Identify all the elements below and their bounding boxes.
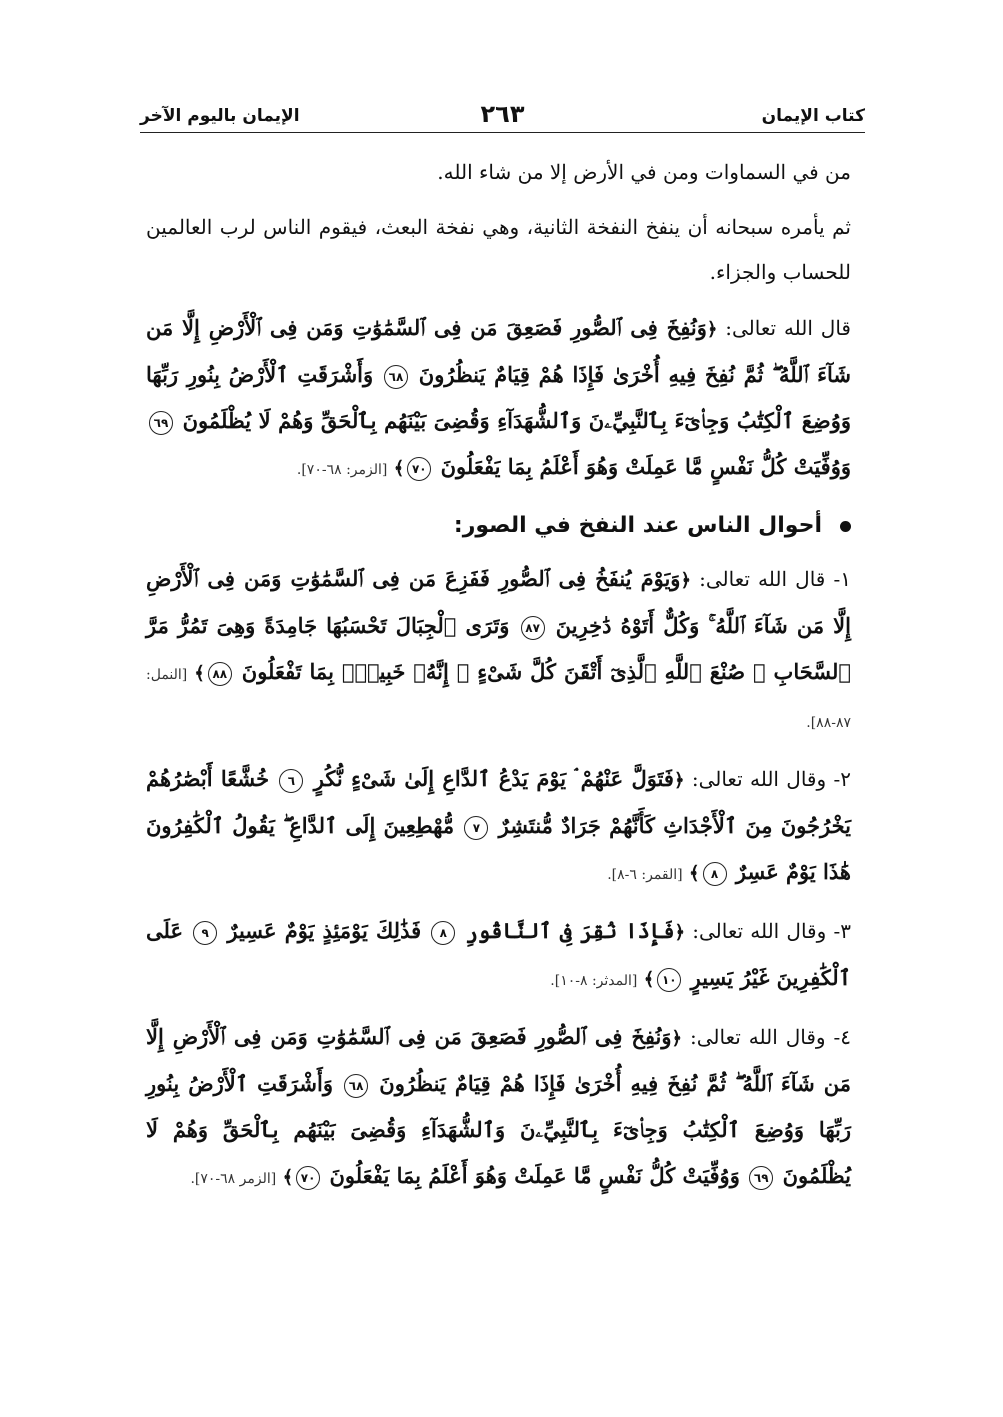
quote-intro: قال الله تعالى: [725,316,851,340]
item-number: ١- [833,567,852,591]
ayah-number-marker: ٦٩ [149,411,173,435]
surah-reference: [النمل: ٨٧-٨٨]. [146,667,851,731]
page-body [146,150,851,1212]
list-item [146,556,851,746]
verse-text: مُّهْطِعِينَ إِلَى ٱلدَّاعِ ۖ يَقُولُ ٱلْكَٰفِرُونَ هَٰذَا يَوْمٌ عَسِرٌ [146,813,851,884]
chapter-title: الإيمان باليوم الآخر [140,106,300,126]
ayah-number-marker: ٧ [464,816,488,840]
book-title: كتاب الإيمان [761,106,865,126]
ayah-number-marker: ٧٠ [296,1166,320,1190]
quote-open-bracket: ﴿ [671,1028,683,1049]
item-number: ٤- [833,1025,852,1049]
ayah-number-marker: ٦٨ [344,1074,368,1098]
section-heading-text: أحوال الناس عند النفخ في الصور: [453,513,822,538]
page-number: ٢٦٣ [480,100,525,128]
verse-text: وَنُفِخَ فِى ٱلصُّورِ فَصَعِقَ مَن فِى ٱلسَّمَٰوَٰتِ وَمَن فِى ٱلْأَرْضِ إِلَّا مَن شَآءَ ٱللَّهُ ۖ ثُمَّ نُفِخَ فِيهِ أُخْرَىٰ فَإِذَا هُمْ قِيَامٌ يَنظُرُونَ [146,1024,852,1096]
quote-intro: وقال الله تعالى: [690,1025,826,1049]
quote-close-bracket: ﴾ [194,663,205,684]
ayah-number-marker: ٩ [193,921,217,945]
verse-text: فَإِذَا نُقِرَ فِى ٱلنَّاقُورِ [465,918,675,943]
quote-intro: وقال الله تعالى: [692,919,827,943]
verse-text: عَلَى ٱلْكَٰفِرِينَ غَيْرُ يَسِيرٍ [146,918,851,990]
item-number: ٢- [833,767,852,791]
ayah-number-marker: ٦ [279,769,303,793]
section-heading [146,503,851,548]
quote-close-bracket: ﴾ [643,969,655,990]
verse-text: وَأَشْرَقَتِ ٱلْأَرْضُ بِنُورِ رَبِّهَا وَوُضِعَ ٱلْكِتَٰبُ وَجِا۟ىٓءَ بِٱلنَّبِيِّۦنَ وَٱلشُّهَدَآءِ وَقُضِىَ بَيْنَهُم بِٱلْحَقِّ وَهُمْ لَا يُظْلَمُونَ [146,362,851,433]
verse-text: وَأَشْرَقَتِ ٱلْأَرْضُ بِنُورِ رَبِّهَا وَوُضِعَ ٱلْكِتَٰبُ وَجِا۟ىٓءَ بِٱلنَّبِيِّۦنَ وَٱلشُّهَدَآءِ وَقُضِىَ بَيْنَهُم بِٱلْحَقِّ وَهُمْ لَا يُظْلَمُونَ [146,1071,851,1188]
list-item [146,756,851,898]
list-item [146,908,851,1004]
quran-quote [146,305,851,493]
quote-intro: وقال الله تعالى: [691,767,827,791]
ayah-number-marker: ٨ [431,921,455,945]
verse-text: وَنُفِخَ فِى ٱلصُّورِ فَصَعِقَ مَن فِى ٱلسَّمَٰوَٰتِ وَمَن فِى ٱلْأَرْضِ إِلَّا مَن شَآءَ ٱللَّهُ ۖ ثُمَّ نُفِخَ فِيهِ أُخْرَىٰ فَإِذَا هُمْ قِيَامٌ يَنظُرُونَ [146,315,852,387]
list-item [146,1014,851,1202]
quote-close-bracket: ﴾ [393,458,405,479]
ayah-number-marker: ٧٠ [407,457,431,481]
page-header [140,98,865,134]
verse-text: فَذَٰلِكَ يَوْمَئِذٍ يَوْمٌ عَسِيرٌ [227,918,422,943]
surah-reference: [الزمر ٦٨-٧٠]. [190,1171,277,1187]
item-number: ٣- [833,919,851,943]
verse-text: خُشَّعًا أَبْصَٰرُهُمْ يَخْرُجُونَ مِنَ ٱلْأَجْدَاثِ كَأَنَّهُمْ جَرَادٌ مُّنتَشِرٌ [146,766,852,838]
quote-close-bracket: ﴾ [688,863,700,884]
quote-open-bracket: ﴿ [680,570,691,591]
verse-text: وَيَوْمَ يُنفَخُ فِى ٱلصُّورِ فَفَزِعَ مَن فِى ٱلسَّمَٰوَٰتِ وَمَن فِى ٱلْأَرْضِ إِلَّا مَن شَآءَ ٱللَّهُ ۚ وَكُلٌّ أَتَوْهُ دَٰخِرِينَ [146,566,851,638]
verse-text: فَتَوَلَّ عَنْهُمْ ۘ يَوْمَ يَدْعُ ٱلدَّاعِ إِلَىٰ شَىْءٍ نُّكُرٍ [313,766,674,791]
verse-text: وَوُفِّيَتْ كُلُّ نَفْسٍ مَّا عَمِلَتْ وَهُوَ أَعْلَمُ بِمَا يَفْعَلُونَ [329,1163,740,1188]
header-divider [140,132,865,133]
quote-intro: قال الله تعالى: [699,567,826,591]
ayah-number-marker: ٨ [703,862,727,886]
ayah-number-marker: ٨٧ [521,616,545,640]
quote-open-bracket: ﴿ [674,922,686,943]
surah-reference: [المدثر: ٨-١٠]. [550,973,638,989]
bullet-icon [840,521,851,532]
surah-reference: [الزمر: ٦٨-٧٠]. [296,462,388,478]
ayah-number-marker: ١٠ [657,968,681,992]
quote-open-bracket: ﴿ [673,770,685,791]
paragraph: من في السماوات ومن في الأرض إلا من شاء الله. [437,160,851,184]
ayah-number-marker: ٦٩ [749,1166,773,1190]
paragraph: ثم يأمره سبحانه أن ينفخ النفخة الثانية، وهي نفخة البعث، فيقوم الناس لرب العالمين للحساب والجزاء. [146,215,851,284]
quote-open-bracket: ﴿ [706,319,718,340]
quote-close-bracket: ﴾ [282,1167,294,1188]
verse-text: وَتَرَى ٱلْجِبَالَ تَحْسَبُهَا جَامِدَةً وَهِىَ تَمُرُّ مَرَّ ٱلسَّحَابِ ۚ صُنْعَ ٱللَّهِ ٱلَّذِىٓ أَتْقَنَ كُلَّ شَىْءٍ ۚ إِنَّهُۥ خَبِيرٌۢ بِمَا تَفْعَلُونَ [146,613,852,684]
ayah-number-marker: ٦٨ [384,365,408,389]
verse-text: وَوُفِّيَتْ كُلُّ نَفْسٍ مَّا عَمِلَتْ وَهُوَ أَعْلَمُ بِمَا يَفْعَلُونَ [440,454,851,479]
ayah-number-marker: ٨٨ [208,662,232,686]
surah-reference: [القمر: ٦-٨]. [607,867,683,883]
